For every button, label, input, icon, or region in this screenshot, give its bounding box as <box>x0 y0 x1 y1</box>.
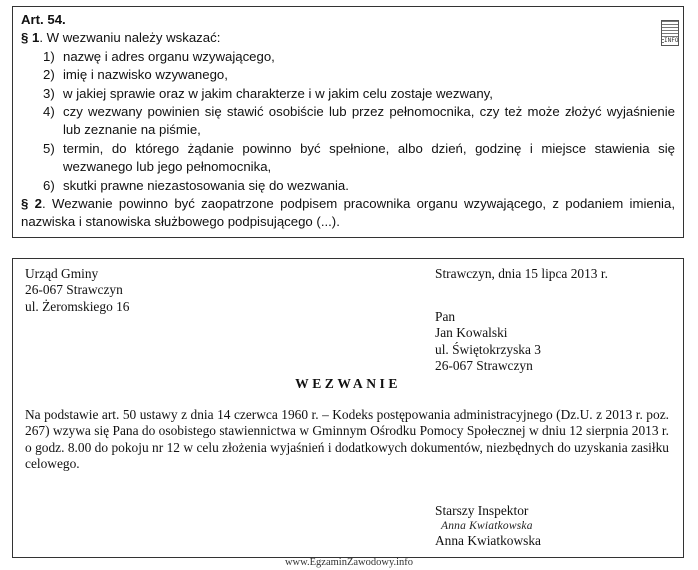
recipient-line: 26-067 Strawczyn <box>435 358 533 374</box>
article-item-list <box>21 48 675 195</box>
sender-address <box>25 266 130 315</box>
article-title: Art. 54. <box>21 12 66 27</box>
article-item-number: 2) <box>43 67 55 83</box>
article-item-number: 3) <box>43 85 55 101</box>
article-item <box>21 140 675 177</box>
signature-block <box>435 503 541 550</box>
article-item-text: imię i nazwisko wzywanego, <box>63 67 228 83</box>
paragraph-2-mark: § 2 <box>21 196 42 212</box>
recipient-line: Pan <box>435 309 456 324</box>
paragraph-1-mark: § 1 <box>21 30 40 46</box>
article-item <box>21 85 675 103</box>
sender-line: Urząd Gminy <box>25 266 99 281</box>
article-item-text: w jakiej sprawie oraz w jakim charakterze i w jakim celu zostaje wezwany, <box>63 85 493 101</box>
article-item-text: termin, do którego żądanie powinno być spełnione, albo dzień, godzinę i miejsce stawienia się wezwanego lub jego pełnomocnika, <box>63 140 675 175</box>
article-item-text: skutki prawne niezastosowania się do wezwania. <box>63 177 349 193</box>
recipient-address <box>435 309 541 375</box>
qr-code-label: INFO <box>664 37 679 44</box>
article-item-number: 6) <box>43 177 55 193</box>
sender-line: ul. Żeromskiego 16 <box>25 298 130 314</box>
article-item <box>21 66 675 84</box>
place-and-date: Strawczyn, dnia 15 lipca 2013 r. <box>435 266 608 281</box>
article-item-number: 4) <box>43 104 55 120</box>
article-item <box>21 177 675 195</box>
article-item-number: 1) <box>43 48 55 64</box>
article-item-number: 5) <box>43 140 55 156</box>
article-item <box>21 48 675 66</box>
footer-watermark-url: www.EgzaminZawodowy.info <box>284 557 414 568</box>
sender-line: 26-067 Strawczyn <box>25 282 123 298</box>
article-item-text: nazwę i adres organu wzywającego, <box>63 48 275 64</box>
paragraph-2-text: . Wezwanie powinno być zaopatrzone podpisem pracownika organu wzywającego, z podaniem imienia, nazwiska i stanowiska służbowego podpisującego (...). <box>21 196 675 230</box>
paragraph-2 <box>21 195 675 232</box>
paragraph-1-intro <box>21 29 675 47</box>
qr-code-icon <box>661 20 679 46</box>
article-item <box>21 103 675 140</box>
paragraph-1-intro-text: . W wezwaniu należy wskazać: <box>39 30 221 46</box>
letter-body: Na podstawie art. 50 ustawy z dnia 14 czerwca 1960 r. – Kodeks postępowania administracyjnego (Dz.U. z 2013 r. poz. 267) wzywa się Pana do osobistego stawiennictwa w Gminnym Ośrodku Pomocy Społecznej w dniu 12 sierpnia 2013 r. o godz. 8.00 do pokoju nr 12 w celu złożenia wyjaśnień i dodatkowych dokumentów, niezbędnych do uzyskania zasiłku celowego. <box>25 407 669 472</box>
article-box <box>12 6 684 238</box>
recipient-line: Jan Kowalski <box>435 325 508 341</box>
signature-role: Starszy Inspektor <box>435 503 529 518</box>
article-item-text: czy wezwany powinien się stawić osobiście lub przez pełnomocnika, czy też może złożyć wyjaśnienie lub zeznanie na piśmie, <box>63 104 675 138</box>
document-title: WEZWANIE <box>295 376 401 391</box>
summons-letter <box>12 258 684 558</box>
recipient-line: ul. Świętokrzyska 3 <box>435 341 541 357</box>
signature-name: Anna Kwiatkowska <box>435 533 541 549</box>
handwritten-signature: Anna Kwiatkowska <box>441 520 533 533</box>
